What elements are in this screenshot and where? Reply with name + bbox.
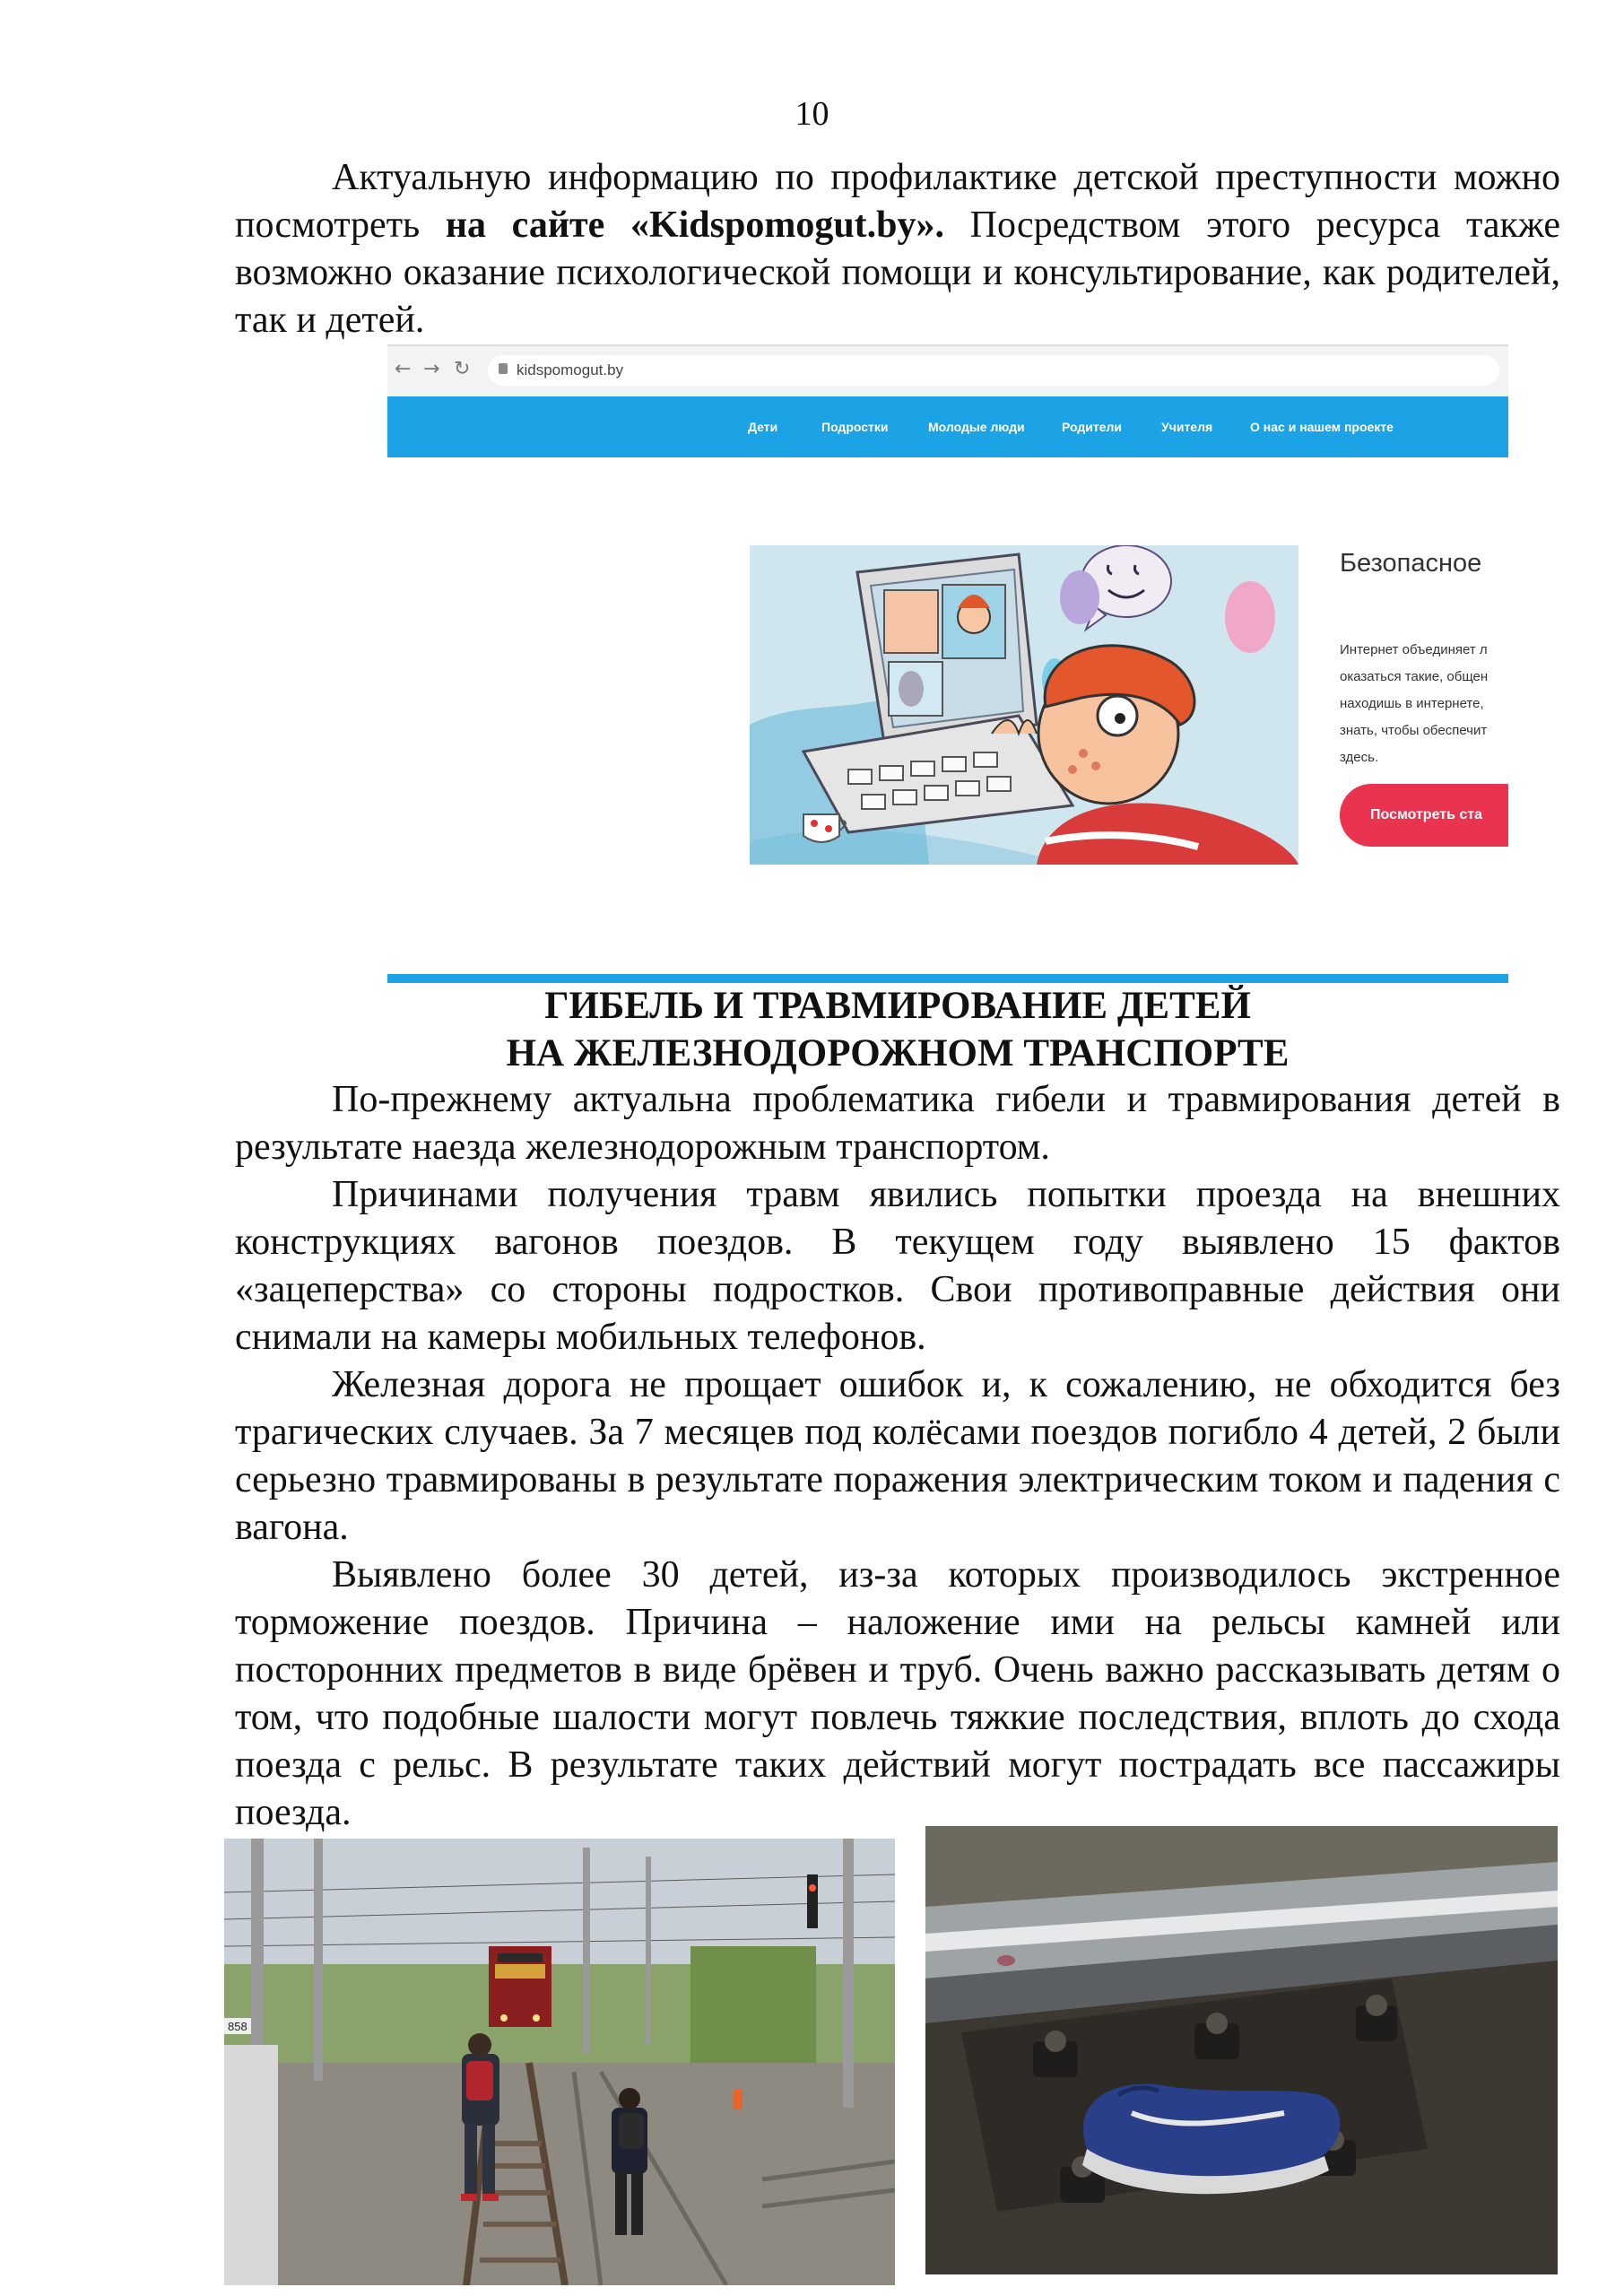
- site-navigation: [387, 396, 1508, 457]
- forward-arrow-icon[interactable]: →: [423, 358, 440, 380]
- hero-text-line: оказаться такие, общен: [1340, 669, 1489, 684]
- intro-text-end: Посредством этого ресурса также возможно оказание психологической помощи и консультирование, как родителей, так и детей.: [235, 204, 1560, 341]
- body-paragraph: Железная дорога не прощает ошибок и, к сожалению, не обходится без трагических случаев. За 7 месяцев под колёсами поездов погибло 4 детей, 2 были серьезно травмированы в результате поражения электрическим током и падения с вагона.: [235, 1364, 1560, 1548]
- hero-text-line: знать, чтобы обеспечит: [1340, 723, 1488, 738]
- intro-paragraph: [235, 154, 1560, 344]
- hero-text-line: здесь.: [1340, 750, 1379, 765]
- menu-item-children[interactable]: Дети: [748, 420, 778, 434]
- menu-item-teachers[interactable]: Учителя: [1161, 420, 1213, 434]
- hero-title: Безопасное: [1340, 549, 1482, 578]
- menu-item-parents[interactable]: Родители: [1062, 420, 1122, 434]
- menu-item-young-people[interactable]: Молодые люди: [928, 420, 1025, 434]
- page-number: 10: [795, 95, 829, 133]
- address-bar[interactable]: [488, 355, 1499, 386]
- body-paragraph: Причинами получения травм явились попытки проезда на внешних конструкциях вагонов поездов. В текущем году выявлено 15 фактов «зацеперства» со стороны подростков. Свои противоправные действия они снимали на камеры мобильных телефонов.: [235, 1174, 1560, 1358]
- view-articles-button[interactable]: Посмотреть ста: [1340, 784, 1508, 847]
- website-screenshot: [387, 344, 1508, 865]
- menu-item-about[interactable]: О нас и нашем проекте: [1250, 420, 1394, 434]
- child-at-computer-illustration: [750, 545, 1298, 865]
- hero-text-line: находишь в интернете,: [1340, 696, 1484, 711]
- lock-icon: [499, 363, 508, 374]
- sneaker-on-rail-photo: [925, 1826, 1558, 2274]
- body-paragraph: Выявлено более 30 детей, из-за которых производилось экстренное торможение поездов. Причина – наложение ими на рельсы камней или посторонних предметов в виде брёвен и труб. Очень важно рассказывать детям о том, что подобные шалости могут повлечь тяжкие последствия, вплоть до схода поезда с рельс. В результате таких действий могут пострадать все пассажиры поезда.: [235, 1554, 1560, 1833]
- intro-text: Актуальную информацию по профилактике детской преступности можно посмотреть: [235, 157, 1560, 246]
- menu-item-teens[interactable]: Подростки: [821, 420, 889, 434]
- hero-text: [1340, 637, 1508, 771]
- url-text: kidspomogut.by: [517, 361, 624, 378]
- browser-toolbar: [387, 344, 1508, 396]
- body-paragraph: По-прежнему актуальна проблематика гибели и травмирования детей в результате наезда железнодорожным транспортом.: [235, 1079, 1560, 1168]
- hero-text-line: Интернет объединяет л: [1340, 642, 1488, 657]
- reload-icon[interactable]: ↻: [454, 358, 471, 380]
- teens-on-railway-photo: [224, 1839, 895, 2285]
- back-arrow-icon[interactable]: ←: [395, 358, 412, 380]
- section-heading-line-2: НА ЖЕЛЕЗНОДОРОЖНОМ ТРАНСПОРТЕ: [506, 1032, 1290, 1074]
- mast-sign: 858: [228, 2020, 248, 2033]
- section-heading-line-1: ГИБЕЛЬ И ТРАВМИРОВАНИЕ ДЕТЕЙ: [544, 985, 1251, 1027]
- site-name: на сайте «Kidspomogut.by».: [445, 204, 945, 246]
